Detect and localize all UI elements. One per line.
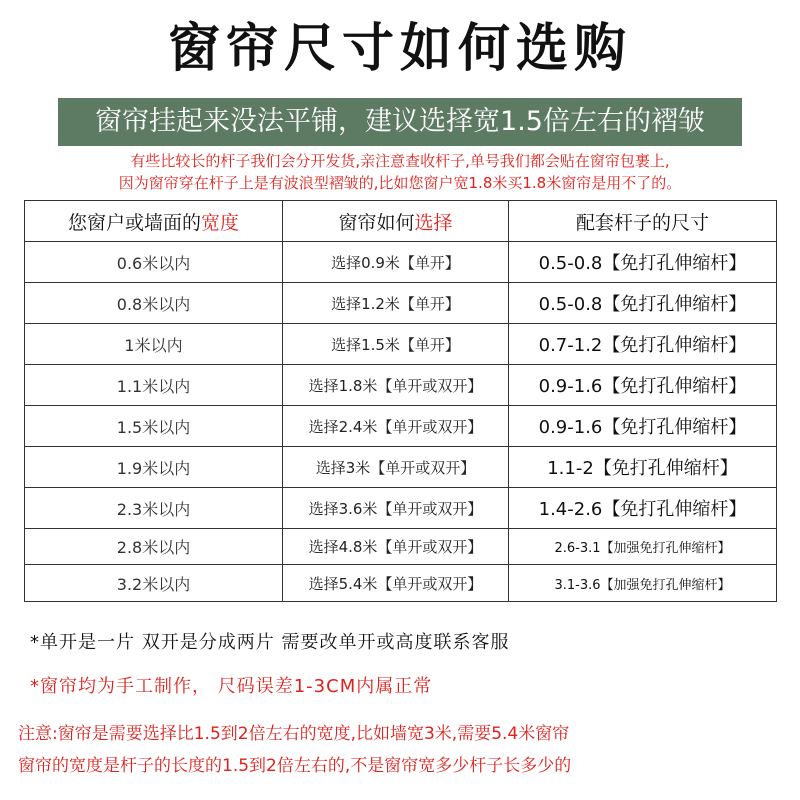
cell-rod: 0.9-1.6【免打孔伸缩杆】 (509, 406, 777, 447)
cell-width: 2.8米以内 (25, 529, 283, 565)
cell-width: 0.8米以内 (25, 283, 283, 324)
cell-width: 1.1米以内 (25, 365, 283, 406)
cell-width: 1.9米以内 (25, 447, 283, 488)
shipping-notice-line-2: 因为窗帘穿在杆子上是有波浪型褶皱的,比如您窗户宽1.8米买1.8米窗帘是用不了的。 (118, 174, 682, 192)
table-row (25, 565, 777, 602)
width-warning (18, 718, 788, 782)
table-header-row (25, 201, 777, 242)
table-row (25, 447, 777, 488)
table-row (25, 242, 777, 283)
header-rod-size: 配套杆子的尺寸 (509, 201, 777, 242)
cell-choice: 选择0.9米【单开】 (283, 242, 509, 283)
width-warning-line-2: 窗帘的宽度是杆子的长度的1.5到2倍左右的,不是窗帘宽多少杆子长多少的 (18, 756, 572, 776)
cell-width: 1.5米以内 (25, 406, 283, 447)
cell-width: 3.2米以内 (25, 565, 283, 602)
page-title: 窗帘尺寸如何选购 (167, 19, 632, 79)
table-row (25, 283, 777, 324)
cell-rod: 2.6-3.1【加强免打孔伸缩杆】 (509, 529, 777, 565)
header-window-width: 您窗户或墙面的宽度 (25, 201, 283, 242)
size-guide-table (24, 200, 777, 602)
cell-choice: 选择1.5米【单开】 (283, 324, 509, 365)
pleat-banner: 窗帘挂起来没法平铺，建议选择宽1.5倍左右的褶皱 (58, 98, 742, 146)
cell-choice: 选择3米【单开或双开】 (283, 447, 509, 488)
cell-rod: 1.1-2【免打孔伸缩杆】 (509, 447, 777, 488)
cell-choice: 选择1.8米【单开或双开】 (283, 365, 509, 406)
cell-choice: 选择4.8米【单开或双开】 (283, 529, 509, 565)
table-row (25, 365, 777, 406)
cell-width: 2.3米以内 (25, 488, 283, 529)
cell-rod: 0.5-0.8【免打孔伸缩杆】 (509, 242, 777, 283)
table-row (25, 324, 777, 365)
header-curtain-choice: 窗帘如何选择 (283, 201, 509, 242)
cell-rod: 0.9-1.6【免打孔伸缩杆】 (509, 365, 777, 406)
cell-choice: 选择3.6米【单开或双开】 (283, 488, 509, 529)
handmade-tolerance-note: *窗帘均为手工制作， 尺码误差1-3CM内属正常 (30, 676, 433, 697)
shipping-notice (40, 150, 760, 194)
cell-choice: 选择5.4米【单开或双开】 (283, 565, 509, 602)
cell-rod: 0.5-0.8【免打孔伸缩杆】 (509, 283, 777, 324)
table-row (25, 488, 777, 529)
cell-rod: 3.1-3.6【加强免打孔伸缩杆】 (509, 565, 777, 602)
table-row (25, 529, 777, 565)
cell-width: 0.6米以内 (25, 242, 283, 283)
cell-choice: 选择1.2米【单开】 (283, 283, 509, 324)
cell-choice: 选择2.4米【单开或双开】 (283, 406, 509, 447)
cell-rod: 1.4-2.6【免打孔伸缩杆】 (509, 488, 777, 529)
shipping-notice-line-1: 有些比较长的杆子我们会分开发货,亲注意查收杆子,单号我们都会贴在窗帘包裹上, (130, 152, 670, 170)
table-row (25, 406, 777, 447)
open-type-note: *单开是一片 双开是分成两片 需要改单开或高度联系客服 (30, 632, 510, 653)
cell-width: 1米以内 (25, 324, 283, 365)
width-warning-line-1: 注意:窗帘是需要选择比1.5到2倍左右的宽度,比如墙宽3米,需要5.4米窗帘 (18, 724, 570, 744)
cell-rod: 0.7-1.2【免打孔伸缩杆】 (509, 324, 777, 365)
